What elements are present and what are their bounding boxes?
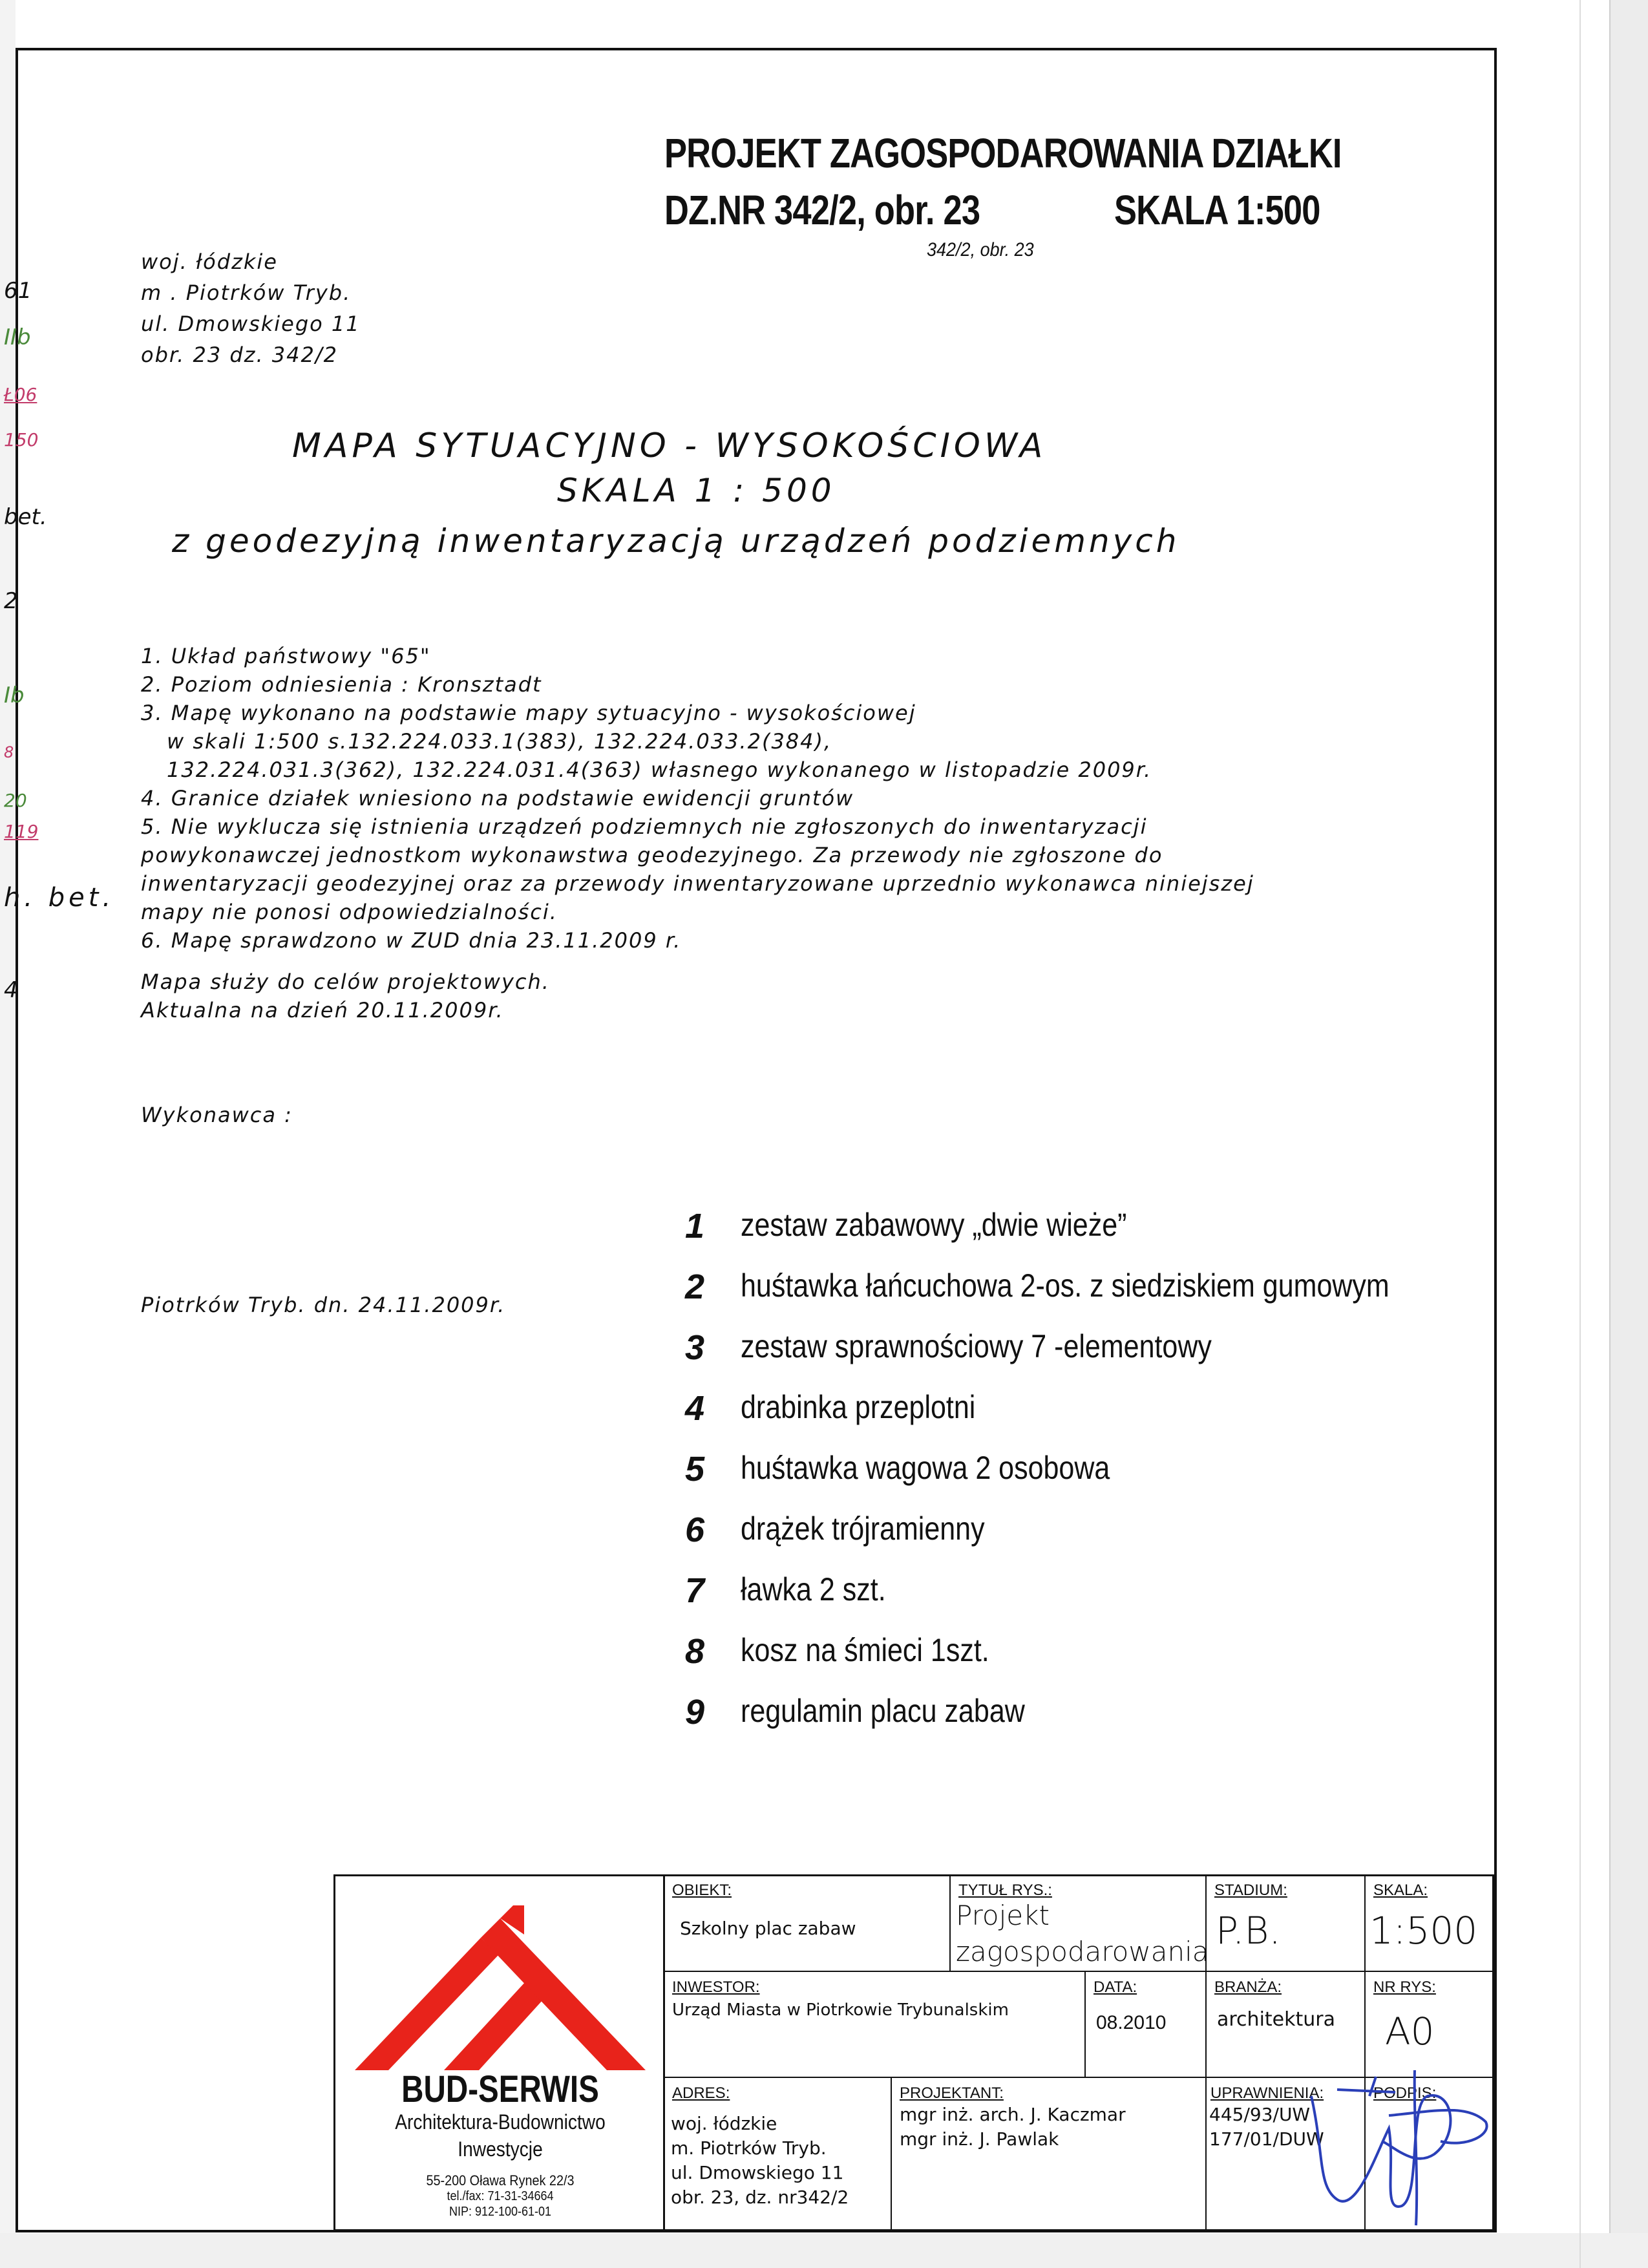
company-logo-icon: [355, 1896, 646, 2070]
scan-right-edge: [1609, 0, 1648, 2268]
obiekt-label: OBIEKT:: [672, 1881, 732, 1899]
adres-line-3: ul. Dmowskiego 11: [671, 2162, 844, 2183]
margin-note-Ib: Ib: [4, 683, 25, 708]
company-address: 55-200 Oława Rynek 22/3: [426, 2172, 575, 2189]
branza-value: architektura: [1217, 2008, 1335, 2031]
company-line-1: Architektura-Budownictwo: [395, 2110, 606, 2134]
podpis-label: PODPIS:: [1373, 2084, 1437, 2102]
legend-text: zestaw sprawnościowy 7 -elementowy: [741, 1328, 1212, 1364]
paper-fold-line: [1579, 0, 1581, 2268]
margin-note-20: 20: [4, 790, 27, 811]
skala-value: 1:500: [1369, 1909, 1478, 1953]
margin-note-150: 150: [4, 429, 39, 450]
tytul-cell: [949, 1876, 1207, 1972]
note-3-cont-2: 132.224.031.3(362), 132.224.031.4(363) własnego wykonanego w listopadzie 2009r.: [167, 758, 1152, 782]
margin-note-119: 119: [4, 821, 39, 842]
tytul-label: TYTUŁ RYS.:: [958, 1881, 1052, 1899]
note-5-cont-2: inwentaryzacji geodezyjnej oraz za przewody inwentaryzowane uprzednio wykonawca niniejszej: [141, 871, 1254, 896]
company-nip: NIP: 912-100-61-01: [449, 2205, 552, 2219]
note-2: 2. Poziom odniesienia : Kronsztadt: [141, 672, 542, 697]
note-3: 3. Mapę wykonano na podstawie mapy sytuacyjno - wysokościowej: [141, 701, 916, 725]
legend-number: 6: [685, 1510, 705, 1549]
location-line-3: ul. Dmowskiego 11: [141, 312, 361, 336]
company-tel: tel./fax: 71-31-34664: [447, 2189, 554, 2203]
inwestor-label: INWESTOR:: [672, 1978, 760, 1996]
projektant-line-1: mgr inż. arch. J. Kaczmar: [900, 2104, 1126, 2125]
note-4: 4. Granice działek wniesiono na podstawie ewidencji gruntów: [141, 786, 854, 811]
data-value: 08.2010: [1096, 2012, 1167, 2033]
margin-note-106: Ł06: [4, 384, 37, 405]
margin-note-4: 4: [4, 977, 18, 1003]
location-line-1: woj. łódzkie: [141, 249, 278, 274]
purpose-line-1: Mapa służy do celów projektowych.: [141, 970, 550, 994]
scan-bottom-edge: [0, 2233, 1648, 2268]
data-cell: [1084, 1971, 1207, 2078]
legend-text: zestaw zabawowy „dwie wieże”: [741, 1207, 1127, 1243]
company-cell: [335, 1876, 665, 2229]
project-title: PROJEKT ZAGOSPODAROWANIA DZIAŁKI: [664, 130, 1342, 176]
tytul-value-1: Projekt: [956, 1900, 1050, 1931]
note-3-cont-1: w skali 1:500 s.132.224.033.1(383), 132.224.033.2(384),: [167, 729, 832, 754]
location-line-2: m . Piotrków Tryb.: [141, 281, 352, 305]
obiekt-cell: [663, 1876, 951, 1972]
adres-cell: [663, 2077, 892, 2232]
margin-note-61: 61: [4, 278, 32, 304]
branza-label: BRANŻA:: [1214, 1978, 1282, 1996]
margin-note-8: 8: [4, 743, 14, 761]
legend-text: regulamin placu zabaw: [741, 1693, 1025, 1729]
uprawnienia-line-2: 177/01/DUW: [1209, 2128, 1324, 2150]
legend-text: drążek trójramienny: [741, 1510, 985, 1547]
uprawnienia-line-1: 445/93/UW: [1209, 2104, 1311, 2125]
note-5: 5. Nie wyklucza się istnienia urządzeń podziemnych nie zgłoszonych do inwentaryzacji: [141, 814, 1148, 839]
nrrys-value: A0: [1385, 2009, 1435, 2053]
map-title-scale: SKALA 1 : 500: [557, 472, 836, 509]
stadium-value: P.B.: [1216, 1909, 1281, 1953]
adres-line-1: woj. łódzkie: [671, 2113, 777, 2134]
legend-text: drabinka przeplotni: [741, 1389, 976, 1425]
legend-text: ławka 2 szt.: [741, 1571, 886, 1607]
margin-note-2: 2: [4, 588, 18, 614]
note-6: 6. Mapę sprawdzono w ZUD dnia 23.11.2009 r.: [141, 928, 682, 953]
signature-icon: [1298, 2051, 1492, 2232]
adres-line-4: obr. 23, dz. nr342/2: [671, 2187, 849, 2208]
legend-text: huśtawka łańcuchowa 2-os. z siedziskiem gumowym: [741, 1267, 1389, 1304]
margin-note-h-bet: h. bet.: [4, 883, 115, 913]
legend-number: 2: [685, 1267, 705, 1306]
margin-note-bet: bet.: [4, 504, 47, 530]
legend-number: 7: [685, 1571, 705, 1610]
note-5-cont-3: mapy nie ponosi odpowiedzialności.: [141, 900, 558, 924]
contractor-label: Wykonawca :: [141, 1103, 293, 1127]
purpose-line-2: Aktualna na dzień 20.11.2009r.: [141, 998, 504, 1023]
note-5-cont-1: powykonawczej jednostkom wykonawstwa geodezyjnego. Za przewody nie zgłoszone do: [141, 843, 1163, 867]
inwestor-value: Urząd Miasta w Piotrkowie Trybunalskim: [672, 2000, 1009, 2020]
map-title-line-1: MAPA SYTUACYJNO - WYSOKOŚCIOWA: [292, 427, 1047, 465]
legend-number: 5: [685, 1450, 705, 1489]
plot-number: DZ.NR 342/2, obr. 23: [664, 187, 980, 233]
legend-number: 9: [685, 1693, 705, 1732]
skala-label: SKALA:: [1373, 1881, 1428, 1899]
adres-label: ADRES:: [672, 2084, 730, 2102]
legend-number: 4: [685, 1389, 705, 1428]
uprawnienia-label: UPRAWNIENIA:: [1210, 2084, 1324, 2102]
legend-number: 8: [685, 1632, 705, 1671]
projektant-cell: [891, 2077, 1207, 2232]
note-1: 1. Układ państwowy "65": [141, 644, 431, 668]
skala-cell: [1364, 1876, 1492, 1972]
legend-number: 1: [685, 1207, 705, 1245]
place-and-date: Piotrków Tryb. dn. 24.11.2009r.: [141, 1293, 506, 1317]
legend-number: 3: [685, 1328, 705, 1367]
legend-text: huśtawka wagowa 2 osobowa: [741, 1450, 1110, 1486]
title-block: [333, 1874, 1494, 2231]
scale-heading: SKALA 1:500: [1114, 187, 1320, 233]
legend-text: kosz na śmieci 1szt.: [741, 1632, 989, 1668]
projektant-line-2: mgr inż. J. Pawlak: [900, 2128, 1059, 2150]
map-title-line-3: z geodezyjną inwentaryzacją urządzeń podziemnych: [172, 522, 1180, 560]
data-label: DATA:: [1093, 1978, 1137, 1996]
location-line-4: obr. 23 dz. 342/2: [141, 343, 339, 367]
plot-subtitle: 342/2, obr. 23: [927, 239, 1034, 260]
stadium-label: STADIUM:: [1214, 1881, 1287, 1899]
company-line-2: Inwestycje: [458, 2137, 543, 2161]
stadium-cell: [1205, 1876, 1366, 1972]
company-name: BUD-SERWIS: [401, 2068, 599, 2110]
adres-line-2: m. Piotrków Tryb.: [671, 2137, 827, 2159]
obiekt-value: Szkolny plac zabaw: [680, 1918, 856, 1939]
nrrys-label: NR RYS:: [1373, 1978, 1436, 1996]
margin-note-IIb: IIb: [4, 324, 31, 350]
tytul-value-2: zagospodarowania: [956, 1936, 1209, 1967]
projektant-label: PROJEKTANT:: [900, 2084, 1004, 2102]
inwestor-cell: [663, 1971, 1086, 2078]
